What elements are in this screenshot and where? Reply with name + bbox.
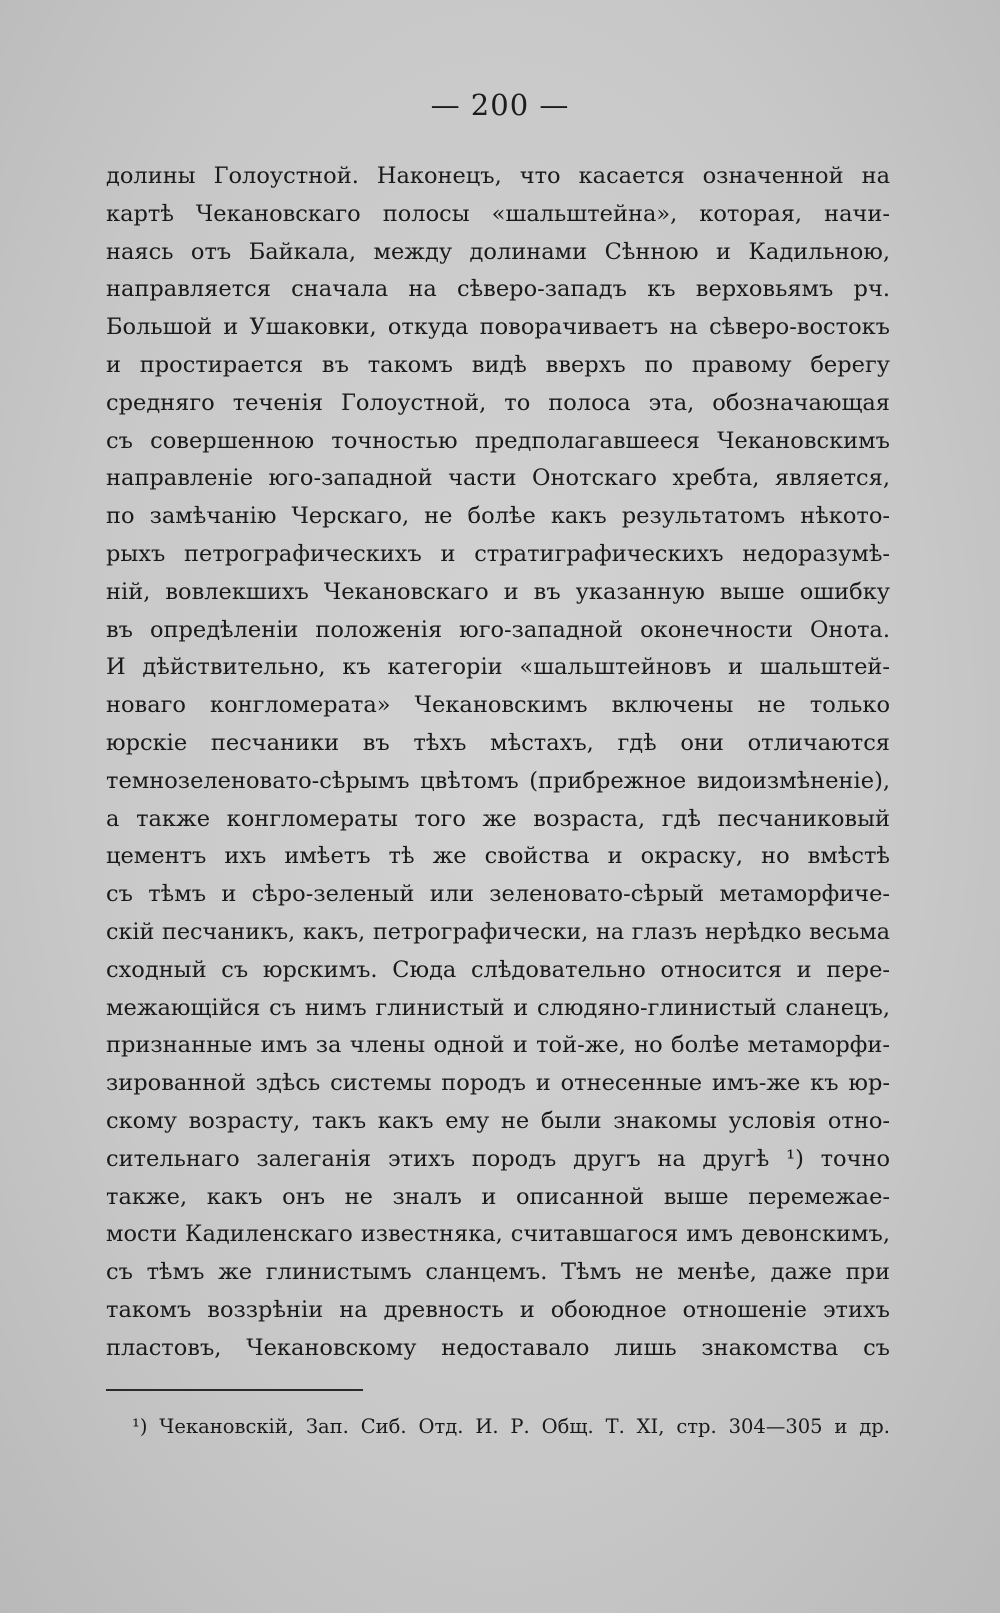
text-line: пластовъ, Чекановскому недоставало лишь знакомства съ [106, 1334, 890, 1361]
text-line: темнозеленовато-сѣрымъ цвѣтомъ (прибрежное видоизмѣненіе), [106, 767, 890, 794]
footnote: ¹) Чекановскій, Зап. Сиб. Отд. И. Р. Общ. Т. XI, стр. 304—305 и др. [132, 1415, 890, 1438]
text-line: скому возрасту, такъ какъ ему не были знакомы условія отно- [106, 1107, 890, 1134]
text-line: направляется сначала на сѣверо-западъ къ верховьямъ рч. [106, 276, 890, 303]
text-line: въ опредѣленіи положенія юго-западной оконечности Онота. [106, 616, 890, 643]
text-line: съ совершенною точностью предполагавшееся Чекановскимъ [106, 427, 890, 454]
page-number: — 200 — [430, 88, 570, 122]
text-line: средняго теченія Голоустной, то полоса эта, обозначающая [106, 389, 890, 416]
text-line: рыхъ петрографическихъ и стратиграфическихъ недоразумѣ- [106, 540, 890, 567]
text-line: мости Кадиленскаго известняка, считавшагося имъ девонскимъ, [106, 1221, 890, 1248]
text-line: межающійся съ нимъ глинистый и слюдяно-глинистый сланецъ, [106, 994, 890, 1021]
text-line: наясь отъ Байкала, между долинами Сѣнною и Кадильною, [106, 238, 890, 265]
text-line: скій песчаникъ, какъ, петрографически, на глазъ нерѣдко весьма [106, 918, 890, 945]
text-line: И дѣйствительно, къ категоріи «шальштейновъ и шальштей- [106, 654, 890, 681]
text-line: и простирается въ такомъ видѣ вверхъ по правому берегу [106, 351, 890, 378]
text-line: ній, вовлекшихъ Чекановскаго и въ указанную выше ошибку [106, 578, 890, 605]
footnote-rule [106, 1389, 363, 1391]
text-line: сительнаго залеганія этихъ породъ другъ на другѣ ¹) точно [106, 1145, 890, 1172]
text-line: сходный съ юрскимъ. Сюда слѣдовательно относится и пере- [106, 956, 890, 983]
text-line: зированной здѣсь системы породъ и отнесенные имъ-же къ юр- [106, 1070, 890, 1097]
text-line: по замѣчанію Черскаго, не болѣе какъ результатомъ нѣкото- [106, 503, 890, 530]
text-line: съ тѣмъ же глинистымъ сланцемъ. Тѣмъ не менѣе, даже при [106, 1259, 890, 1286]
text-line: новаго конгломерата» Чекановскимъ включены не только [106, 692, 890, 719]
text-line: долины Голоустной. Наконецъ, что касается означенной на [106, 163, 890, 189]
text-line: также, какъ онъ не зналъ и описанной выше перемежае- [106, 1183, 890, 1210]
text-line: съ тѣмъ и сѣро-зеленый или зеленовато-сѣрый метаморфиче- [106, 881, 890, 908]
text-line: цементъ ихъ имѣетъ тѣ же свойства и окраску, но вмѣстѣ [106, 843, 890, 870]
text-line: юрскіе песчаники въ тѣхъ мѣстахъ, гдѣ они отличаются [106, 729, 890, 756]
text-line: картѣ Чекановскаго полосы «шальштейна», которая, начи- [106, 200, 890, 227]
body-text [106, 158, 890, 1368]
text-line: Большой и Ушаковки, откуда поворачиваетъ на сѣверо-востокъ [106, 314, 890, 341]
text-line: такомъ воззрѣніи на древность и обоюдное отношеніе этихъ [106, 1296, 890, 1323]
text-line: направленіе юго-западной части Онотскаго хребта, является, [106, 465, 890, 492]
text-line: а также конгломераты того же возраста, гдѣ песчаниковый [106, 805, 890, 832]
text-line: признанные имъ за члены одной и той-же, но болѣе метаморфи- [106, 1032, 890, 1059]
